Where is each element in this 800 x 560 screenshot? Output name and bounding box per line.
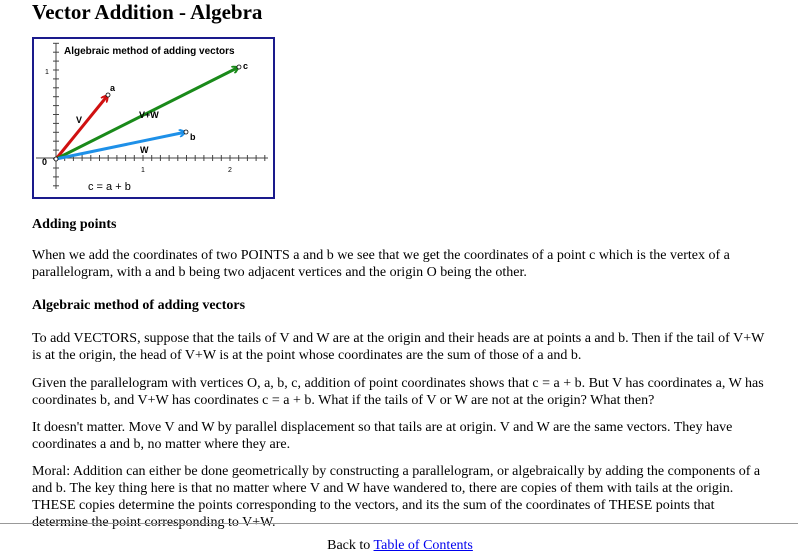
point-b-label: b bbox=[190, 132, 196, 142]
paragraph: When we add the coordinates of two POINTS a and b we see that we get the coordinates of a point c which is the vertex of a parallelogram, with a and b being two adjacent vertices and the origin O being the other. bbox=[32, 248, 730, 280]
point-a-label: a bbox=[110, 83, 116, 93]
figure-caption: Algebraic method of adding vectors bbox=[64, 46, 235, 57]
paragraph: It doesn't matter. Move V and W by parallel displacement so that tails are at origin. V and W are the same vectors. They have coordinates a and b, no matter where they are. bbox=[32, 420, 733, 452]
paragraph: Given the parallelogram with vertices O, a, b, c, addition of point coordinates shows that c = a + b. But V has coordinates a, W has coordinates b, and V+W has coordinates c = a + b. What if the tails of V or W are not at the origin? What then? bbox=[32, 376, 764, 408]
paragraph: To add VECTORS, suppose that the tails of V and W are at the origin and their heads are at points a and b. Then if the tail of V+W is at the origin, the head of V+W is at the point whose coordinates are the sum of those of a and b. bbox=[32, 331, 765, 363]
heading-algebraic-method: Algebraic method of adding vectors bbox=[32, 298, 246, 313]
x-tick-1: 1 bbox=[141, 167, 145, 174]
v-label: V bbox=[76, 115, 83, 125]
paragraph: Moral: Addition can either be done geometrically by constructing a parallelogram, or algebraically by adding the components of a and b. The key thing here is that no matter where V and W have wandered to, there are copies of them with tails at the origin. THESE copies determine the points corresponding to the vectors, and its the sum of the coordinates of THESE points that determine the point corresponding to V+W. bbox=[32, 464, 761, 530]
table-of-contents-link[interactable]: Table of Contents bbox=[373, 538, 473, 553]
equation: c = a + b bbox=[88, 181, 131, 193]
vw-label: V+W bbox=[139, 110, 159, 120]
y-tick-1: 1 bbox=[45, 69, 49, 76]
origin-label: 0 bbox=[42, 157, 48, 167]
heading-adding-points: Adding points bbox=[32, 217, 117, 232]
vector-diagram bbox=[32, 37, 275, 199]
point-c-label: c bbox=[243, 61, 249, 71]
footer bbox=[0, 538, 800, 554]
divider bbox=[0, 523, 798, 524]
x-tick-2: 2 bbox=[228, 167, 232, 174]
footer-text: Back to bbox=[327, 538, 371, 553]
page-title: Vector Addition - Algebra bbox=[32, 0, 263, 24]
w-label: W bbox=[140, 145, 149, 155]
